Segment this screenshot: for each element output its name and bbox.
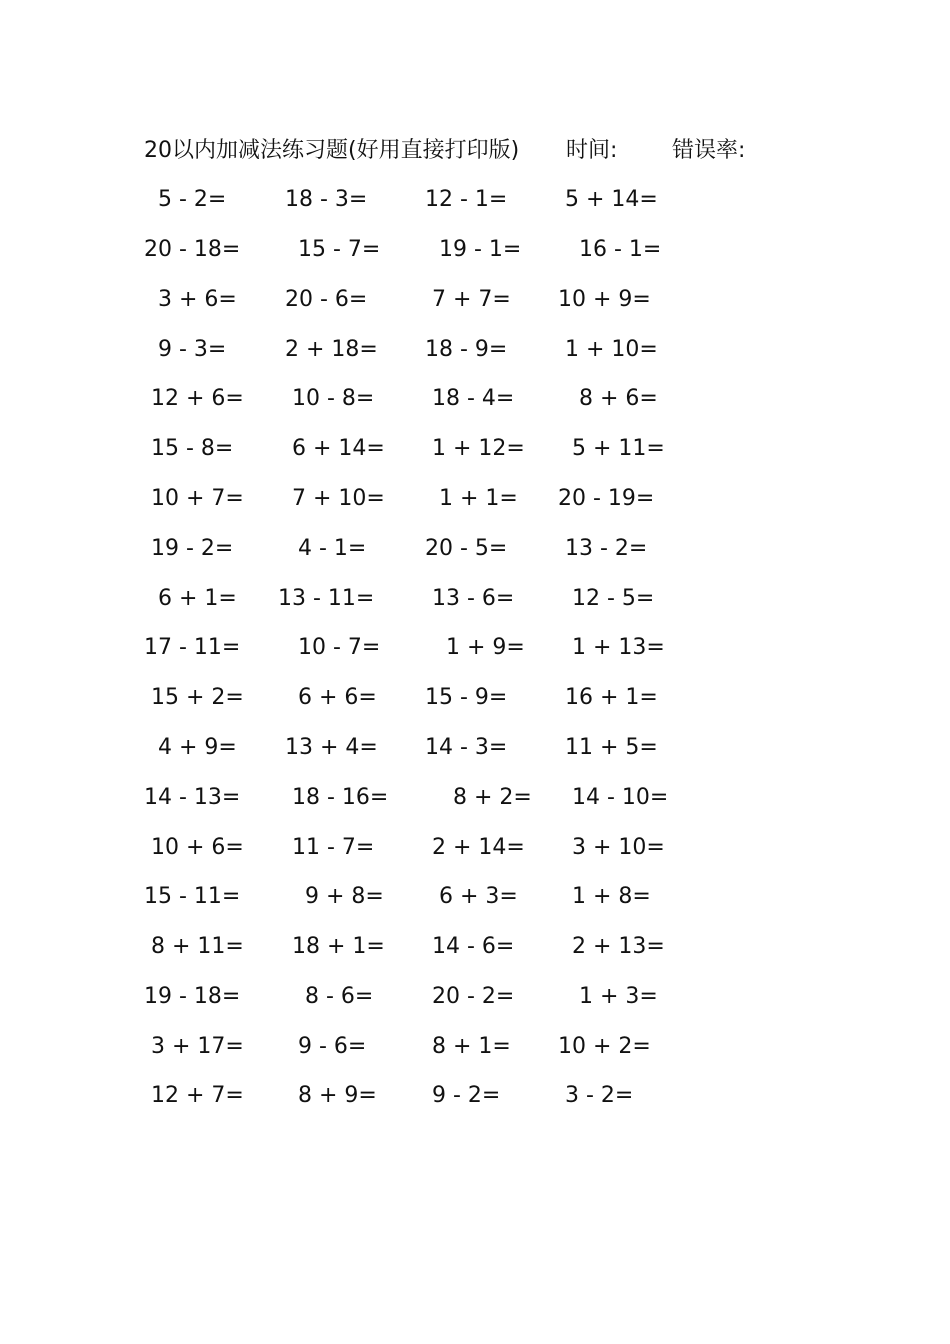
- problem-item: 20 - 5=: [425, 536, 508, 561]
- problem-item: 12 + 6=: [151, 386, 244, 411]
- problem-item: 14 - 13=: [144, 785, 241, 810]
- problem-item: 10 + 7=: [151, 486, 244, 511]
- problem-item: 17 - 11=: [144, 635, 241, 660]
- problem-item: 15 + 2=: [151, 685, 244, 710]
- problem-item: 8 + 11=: [151, 934, 244, 959]
- problem-item: 15 - 11=: [144, 884, 241, 909]
- problem-item: 9 - 2=: [432, 1083, 501, 1108]
- worksheet-title: 20以内加减法练习题(好用直接打印版): [144, 138, 520, 163]
- problem-item: 5 - 2=: [158, 187, 227, 212]
- problem-item: 10 - 8=: [292, 386, 375, 411]
- problem-item: 6 + 14=: [292, 436, 385, 461]
- problem-item: 6 + 6=: [298, 685, 377, 710]
- problem-item: 5 + 14=: [565, 187, 658, 212]
- problem-item: 18 - 4=: [432, 386, 515, 411]
- problem-item: 18 + 1=: [292, 934, 385, 959]
- problem-item: 14 - 3=: [425, 735, 508, 760]
- problem-item: 13 - 6=: [432, 586, 515, 611]
- problem-item: 1 + 8=: [572, 884, 651, 909]
- problem-item: 1 + 9=: [446, 635, 525, 660]
- problem-item: 8 + 2=: [453, 785, 532, 810]
- problem-item: 3 + 17=: [151, 1034, 244, 1059]
- problem-item: 8 + 9=: [298, 1083, 377, 1108]
- problem-item: 12 - 5=: [572, 586, 655, 611]
- problem-item: 1 + 10=: [565, 337, 658, 362]
- problem-item: 18 - 16=: [292, 785, 389, 810]
- problem-item: 5 + 11=: [572, 436, 665, 461]
- problem-item: 20 - 6=: [285, 287, 368, 312]
- problem-item: 7 + 7=: [432, 287, 511, 312]
- problem-item: 20 - 19=: [558, 486, 655, 511]
- problem-item: 15 - 7=: [298, 237, 381, 262]
- problem-item: 20 - 2=: [432, 984, 515, 1009]
- problem-item: 8 + 6=: [579, 386, 658, 411]
- problem-item: 2 + 13=: [572, 934, 665, 959]
- problem-item: 18 - 9=: [425, 337, 508, 362]
- problem-item: 19 - 2=: [151, 536, 234, 561]
- problem-item: 19 - 18=: [144, 984, 241, 1009]
- problem-item: 1 + 3=: [579, 984, 658, 1009]
- problem-item: 1 + 12=: [432, 436, 525, 461]
- problem-item: 3 + 6=: [158, 287, 237, 312]
- problem-item: 3 + 10=: [572, 835, 665, 860]
- problem-item: 19 - 1=: [439, 237, 522, 262]
- problem-item: 13 - 2=: [565, 536, 648, 561]
- problem-item: 8 + 1=: [432, 1034, 511, 1059]
- problem-item: 2 + 18=: [285, 337, 378, 362]
- problem-item: 16 + 1=: [565, 685, 658, 710]
- problem-item: 13 + 4=: [285, 735, 378, 760]
- problem-item: 14 - 10=: [572, 785, 669, 810]
- problem-item: 12 - 1=: [425, 187, 508, 212]
- time-label: 时间:: [566, 138, 618, 163]
- problem-item: 13 - 11=: [278, 586, 375, 611]
- problem-item: 1 + 1=: [439, 486, 518, 511]
- problem-item: 20 - 18=: [144, 237, 241, 262]
- problem-item: 16 - 1=: [579, 237, 662, 262]
- problem-item: 15 - 9=: [425, 685, 508, 710]
- problem-item: 6 + 3=: [439, 884, 518, 909]
- problem-item: 15 - 8=: [151, 436, 234, 461]
- problem-item: 6 + 1=: [158, 586, 237, 611]
- problem-item: 9 + 8=: [305, 884, 384, 909]
- problem-item: 10 - 7=: [298, 635, 381, 660]
- problem-item: 1 + 13=: [572, 635, 665, 660]
- error-rate-label: 错误率:: [672, 138, 746, 163]
- problem-item: 8 - 6=: [305, 984, 374, 1009]
- problem-item: 14 - 6=: [432, 934, 515, 959]
- problem-item: 4 - 1=: [298, 536, 367, 561]
- problem-item: 7 + 10=: [292, 486, 385, 511]
- problem-item: 2 + 14=: [432, 835, 525, 860]
- problem-item: 9 - 3=: [158, 337, 227, 362]
- problem-item: 10 + 2=: [558, 1034, 651, 1059]
- problem-item: 12 + 7=: [151, 1083, 244, 1108]
- problem-item: 4 + 9=: [158, 735, 237, 760]
- problem-item: 11 + 5=: [565, 735, 658, 760]
- problem-item: 10 + 6=: [151, 835, 244, 860]
- problem-item: 18 - 3=: [285, 187, 368, 212]
- problem-item: 11 - 7=: [292, 835, 375, 860]
- problem-item: 3 - 2=: [565, 1083, 634, 1108]
- problem-item: 10 + 9=: [558, 287, 651, 312]
- problem-item: 9 - 6=: [298, 1034, 367, 1059]
